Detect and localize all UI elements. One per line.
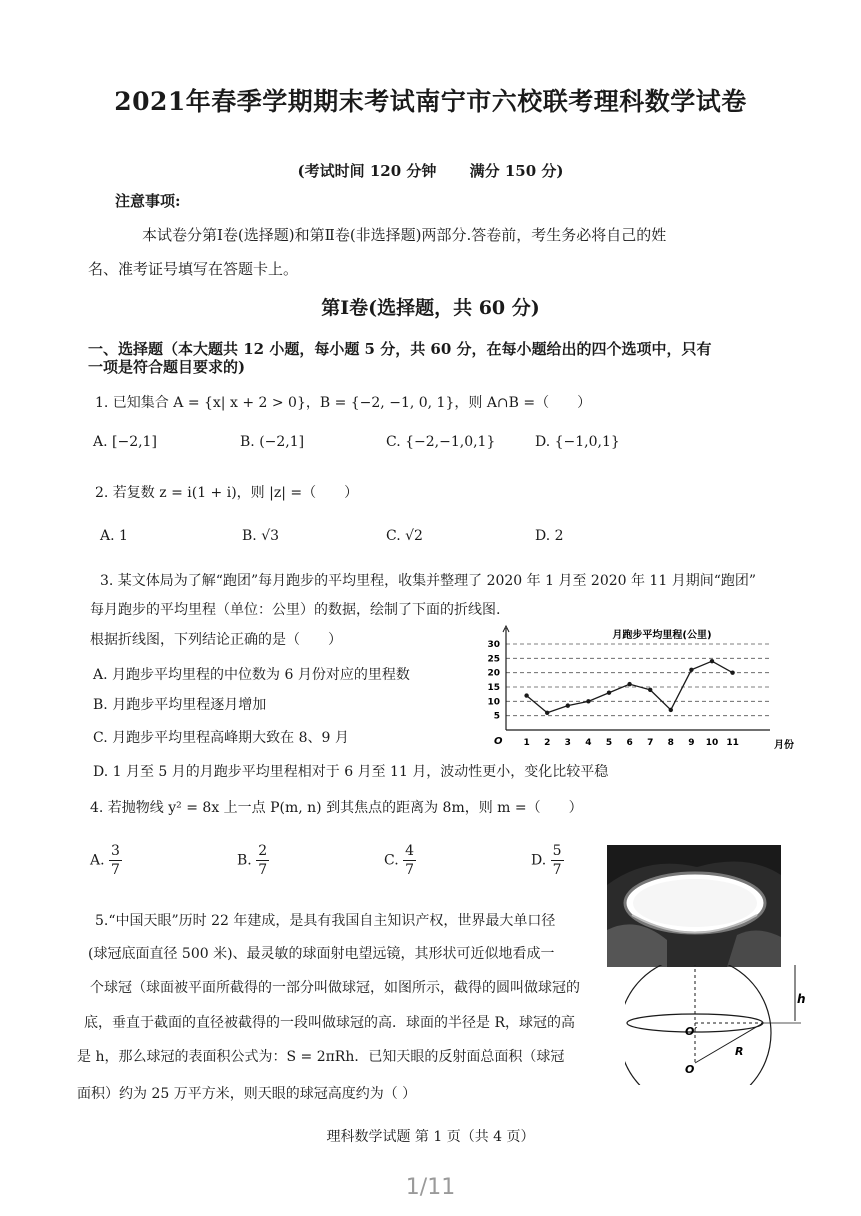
page-indicator: 1/11 xyxy=(405,1175,456,1200)
chart-data-point xyxy=(730,670,734,674)
q4-d-denominator: 7 xyxy=(552,862,562,878)
q4-option-d-label: D. xyxy=(531,852,547,869)
page-footer: 理科数学试题 第 1 页（共 4 页） xyxy=(326,1129,535,1145)
q4-option-c xyxy=(384,842,416,879)
q2-option-a: A. 1 xyxy=(100,528,128,544)
chart-data-point xyxy=(566,703,570,707)
chart-title: 月跑步平均里程(公里) xyxy=(612,630,712,641)
chart-data-point xyxy=(648,688,652,692)
notice-line-2: 名、准考证号填写在答题卡上。 xyxy=(88,260,299,278)
q4-c-denominator: 7 xyxy=(405,862,415,878)
chart-data-point xyxy=(607,691,611,695)
chart-data-point xyxy=(669,708,673,712)
exam-time: (考试时间 120 分钟 xyxy=(297,162,437,180)
part1-heading-line-2: 一项是符合题目要求的) xyxy=(88,358,246,376)
part1-heading-line-1: 一、选择题（本大题共 12 小题，每小题 5 分，共 60 分，在每小题给出的四个选项中，只有 xyxy=(88,340,712,358)
q1-stem: 1. 已知集合 A = {x| x + 2 > 0}，B = {−2, −1, 0, 1}，则 A∩B =（ ） xyxy=(95,395,592,411)
chart-y-tick-label: 20 xyxy=(487,668,500,679)
chart-origin-label: O xyxy=(494,736,503,747)
chart-x-tick-label: 7 xyxy=(647,738,654,748)
q2-option-d: D. 2 xyxy=(535,528,564,544)
sphere-outline xyxy=(625,965,771,1085)
q1-option-c: C. {−2,−1,0,1} xyxy=(386,434,496,450)
q5-line-2: (球冠底面直径 500 米)、最灵敏的球面射电望远镜，其形状可近似地看成一 xyxy=(88,946,555,962)
radius-line xyxy=(695,1023,763,1063)
chart-x-tick-label: 11 xyxy=(726,738,739,748)
label-o-prime: O′ xyxy=(685,1025,698,1038)
chart-data-point xyxy=(545,711,549,715)
q3-line-2: 每月跑步的平均里程（单位：公里）的数据，绘制了下面的折线图. xyxy=(90,602,501,618)
chart-data-point xyxy=(524,693,528,697)
label-h: h xyxy=(797,992,806,1006)
q5-line-3: 个球冠（球面被平面所截得的一部分叫做球冠，如图所示，截得的圆叫做球冠的 xyxy=(90,980,580,996)
notice-line-1: 本试卷分第Ⅰ卷(选择题)和第Ⅱ卷(非选择题)两部分.答卷前，考生务必将自己的姓 xyxy=(142,226,667,244)
chart-x-tick-label: 8 xyxy=(667,738,674,748)
chart-data-point xyxy=(586,699,590,703)
q2-option-c: C. √2 xyxy=(386,528,423,544)
q4-option-a-label: A. xyxy=(90,852,105,869)
section-title: 第Ⅰ卷(选择题，共 60 分) xyxy=(321,297,540,319)
q4-option-b-label: B. xyxy=(237,852,252,869)
chart-x-tick-label: 4 xyxy=(585,738,592,748)
q4-option-c-fraction xyxy=(403,842,416,879)
sphere-cap-diagram xyxy=(625,965,815,1085)
notice-heading: 注意事项: xyxy=(115,192,181,210)
chart-x-axis-label: 月份 xyxy=(774,740,794,751)
q3-option-a: A. 月跑步平均里程的中位数为 6 月份对应的里程数 xyxy=(93,667,410,683)
chart-y-tick-label: 15 xyxy=(487,683,500,693)
q3-option-b: B. 月跑步平均里程逐月增加 xyxy=(93,697,267,713)
q4-option-d xyxy=(531,842,564,879)
chart-x-tick-label: 1 xyxy=(523,738,530,748)
exam-title: 2021年春季学期期末考试南宁市六校联考理科数学试卷 xyxy=(114,87,747,116)
q4-stem: 4. 若抛物线 y² = 8x 上一点 P(m, n) 到其焦点的距离为 8m，则 m =（ ） xyxy=(90,800,583,816)
q4-option-a-fraction xyxy=(109,842,122,879)
q3-line-1: 3. 某文体局为了解“跑团”每月跑步的平均里程，收集并整理了 2020 年 1 月至 2020 年 11 月期间“跑团” xyxy=(100,573,757,589)
q4-b-denominator: 7 xyxy=(258,862,268,878)
chart-y-tick-label: 25 xyxy=(487,654,500,665)
q4-option-c-label: C. xyxy=(384,852,399,869)
chart-x-tick-label: 10 xyxy=(705,738,719,748)
q3-line-3: 根据折线图，下列结论正确的是（ ） xyxy=(90,632,342,648)
exam-info xyxy=(0,160,861,181)
q4-d-numerator: 5 xyxy=(552,843,562,859)
chart-data-point xyxy=(710,659,714,663)
exam-score: 满分 150 分) xyxy=(469,162,564,180)
q4-a-denominator: 7 xyxy=(111,862,120,878)
telescope-photo xyxy=(607,845,781,967)
chart-y-tick-label: 5 xyxy=(493,711,500,722)
q4-option-a xyxy=(90,842,122,879)
q1-option-d: D. {−1,0,1} xyxy=(535,434,620,450)
chart-x-tick-label: 2 xyxy=(544,738,551,748)
chart-y-tick-label: 30 xyxy=(487,640,500,650)
chart-data-point xyxy=(689,668,693,672)
q4-a-numerator: 3 xyxy=(111,843,120,859)
q4-option-b xyxy=(237,842,269,879)
chart-data-point xyxy=(627,682,631,686)
q1-option-a: A. [−2,1] xyxy=(93,434,157,450)
line-chart xyxy=(470,622,800,754)
q4-option-d-fraction xyxy=(551,842,564,879)
chart-x-tick-label: 9 xyxy=(688,738,695,748)
label-o: O xyxy=(685,1063,695,1076)
q4-c-numerator: 4 xyxy=(405,843,415,859)
chart-x-tick-label: 5 xyxy=(605,738,613,748)
q1-option-b: B. (−2,1] xyxy=(240,434,305,450)
chart-y-tick-label: 10 xyxy=(487,697,500,708)
q2-stem: 2. 若复数 z = i(1 + i)，则 |z| =（ ） xyxy=(95,485,359,501)
chart-x-tick-label: 6 xyxy=(626,738,633,748)
q5-line-6: 面积）约为 25 万平方米，则天眼的球冠高度约为（ ） xyxy=(77,1086,417,1102)
q2-option-b: B. √3 xyxy=(242,528,280,544)
q5-line-5: 是 h，那么球冠的表面积公式为：S = 2πRh．已知天眼的反射面总面积（球冠 xyxy=(77,1049,565,1065)
q4-option-b-fraction xyxy=(256,842,269,879)
q3-option-c: C. 月跑步平均里程高峰期大致在 8、9 月 xyxy=(93,730,349,746)
q3-option-d: D. 1 月至 5 月的月跑步平均里程相对于 6 月至 11 月，波动性更小，变化比较平稳 xyxy=(93,764,609,780)
q5-line-1: 5.“中国天眼”历时 22 年建成，是具有我国自主知识产权，世界最大单口径 xyxy=(95,913,556,929)
q5-line-4: 底，垂直于截面的直径被截得的一段叫做球冠的高．球面的半径是 R，球冠的高 xyxy=(84,1015,575,1031)
q4-b-numerator: 2 xyxy=(258,843,268,859)
label-r: R xyxy=(735,1045,744,1058)
chart-x-tick-label: 3 xyxy=(564,738,571,748)
